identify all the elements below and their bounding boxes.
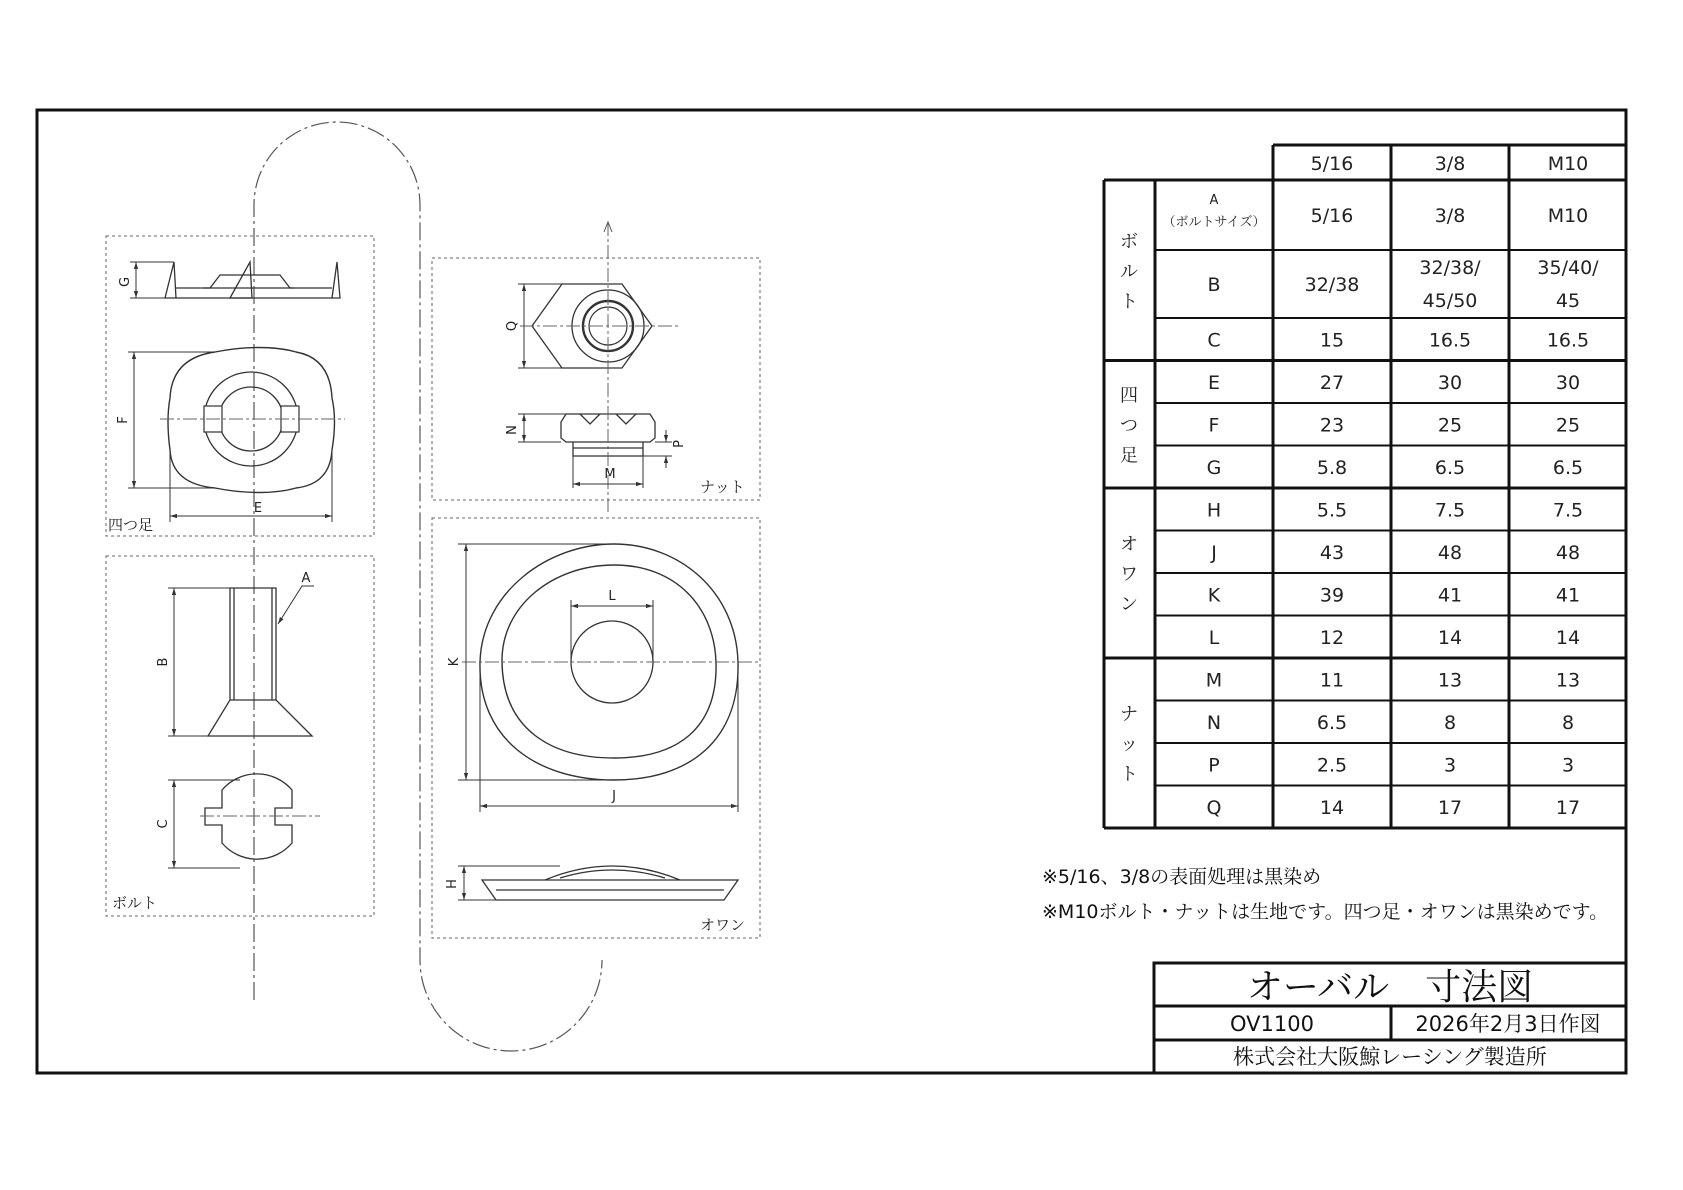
drawing-title: オーバル 寸法図 [1246,967,1534,1008]
cell-A-2: 3/8 [1434,205,1466,227]
yotsuashi-dimensions [128,262,332,522]
cell-N-1: 6.5 [1316,711,1348,734]
yotsuashi-outline [168,348,335,493]
owan-side-profile [482,866,738,900]
dim-label-g: G [118,276,133,288]
cell-L-2: 14 [1437,626,1463,649]
cell-K-2: 41 [1437,584,1463,607]
cell-B-3: 45 [1555,290,1581,312]
group-label-2: 足 [1120,445,1138,467]
yotsuashi-side-profile [165,262,340,298]
note-material: ※M10ボルト・ナットは生地です。四つ足・オワンは黒染めです。 [1042,901,1609,923]
group-label-1: ル [1120,261,1138,283]
row-key-A: A [1209,193,1219,208]
view-label-nut: ナット [700,478,745,496]
nut-view-frame [432,258,760,500]
note-surface-treatment: ※5/16、3/8の表面処理は黒染め [1042,866,1322,888]
row-key-J: J [1211,541,1217,564]
column-header-1: 5/16 [1310,153,1354,175]
owan-view [432,518,760,938]
cell-M-2: 13 [1437,669,1463,692]
dim-label-c: C [156,819,171,829]
dim-label-n: N [505,425,520,435]
cell-K-3: 41 [1555,584,1581,607]
dim-label-l: L [608,589,616,604]
cell-B-1: 32/38 [1304,274,1360,296]
cell-Q-3: 17 [1555,796,1581,819]
dim-label-b: B [156,657,171,667]
dim-label-a: A [301,571,311,586]
row-key-C: C [1207,329,1221,352]
group-label-3: オ [1120,534,1138,555]
dim-label-m: M [604,467,616,482]
row-key-M: M [1205,669,1223,692]
view-label-bolt: ボルト [112,894,158,912]
cell-E-2: 30 [1437,371,1463,394]
row-key-E: E [1207,371,1221,394]
cell-J-3: 48 [1555,541,1581,564]
group-label-3: ワ [1120,564,1138,585]
dim-label-q: Q [505,320,520,332]
row-key-Q: Q [1206,796,1222,819]
dim-label-h: H [445,879,460,889]
row-key-G: G [1206,456,1222,479]
cell-N-3: 8 [1561,711,1575,734]
cell-L-3: 14 [1555,626,1581,649]
row-key-K: K [1207,584,1221,607]
owan-view-frame [432,518,760,938]
row-key-sub-A: （ボルトサイズ） [1162,215,1266,230]
dimension-table [1104,145,1627,828]
owan-dimensions [458,544,738,900]
yotsuashi-view [106,236,374,536]
cell-J-1: 43 [1319,541,1345,564]
cell-A-3: M10 [1547,205,1589,227]
row-key-N: N [1206,711,1222,734]
cell-C-2: 16.5 [1428,329,1472,352]
cell-C-3: 16.5 [1546,329,1590,352]
cell-F-3: 25 [1555,414,1581,437]
nut-dimensions [518,284,672,488]
bolt-side-profile [208,588,312,736]
dim-label-j: J [612,789,616,804]
group-label-4: ナ [1120,704,1138,725]
cell-B-3: 35/40/ [1537,257,1599,279]
group-label-4: ッ [1120,734,1138,755]
cell-C-1: 15 [1319,329,1345,352]
cell-P-2: 3 [1443,754,1457,777]
group-label-1: ボ [1120,231,1138,253]
cell-H-3: 7.5 [1552,499,1584,522]
cell-Q-1: 14 [1319,796,1345,819]
cell-G-3: 6.5 [1552,456,1584,479]
view-label-owan: オワン [700,916,746,934]
cell-F-2: 25 [1437,414,1463,437]
view-label-yotsuashi: 四つ足 [108,516,154,534]
dim-label-f: F [116,416,131,424]
dim-label-k: K [447,657,462,667]
row-key-P: P [1208,754,1220,777]
nut-view [432,222,760,512]
row-key-L: L [1208,626,1220,649]
cell-H-1: 5.5 [1316,499,1348,522]
bolt-head-outline [142,771,290,861]
cell-K-1: 39 [1319,584,1345,607]
cell-M-1: 11 [1319,669,1345,692]
group-label-1: ト [1120,291,1138,313]
group-label-2: つ [1120,415,1138,437]
group-label-2: 四 [1120,385,1138,407]
row-key-H: H [1206,499,1222,522]
cell-G-2: 6.5 [1434,456,1466,479]
cell-E-3: 30 [1555,371,1581,394]
group-label-3: ン [1120,594,1138,615]
dim-label-e: E [253,501,263,516]
column-header-2: 3/8 [1434,153,1466,175]
cell-E-1: 27 [1319,371,1345,394]
cell-G-1: 5.8 [1316,456,1348,479]
cell-P-3: 3 [1561,754,1575,777]
part-number: OV1100 [1230,1012,1314,1036]
cell-B-2: 32/38/ [1419,257,1481,279]
group-label-4: ト [1120,764,1138,785]
cell-L-1: 12 [1319,626,1345,649]
company-name: 株式会社大阪鯨レーシング製造所 [1233,1045,1547,1069]
dim-label-p: P [672,440,687,448]
cell-P-1: 2.5 [1316,754,1348,777]
cell-J-2: 48 [1437,541,1463,564]
drawing-date: 2026年2月3日作図 [1415,1012,1601,1036]
column-header-3: M10 [1547,153,1589,175]
yotsuashi-ring-inner [219,387,283,451]
row-key-F: F [1208,414,1220,437]
cell-Q-2: 17 [1437,796,1463,819]
cell-H-2: 7.5 [1434,499,1466,522]
row-key-B: B [1207,274,1221,296]
cell-M-3: 13 [1555,669,1581,692]
cell-B-2: 45/50 [1422,290,1478,312]
bolt-view [106,556,374,916]
cell-F-1: 23 [1319,414,1345,437]
cell-N-2: 8 [1443,711,1457,734]
cell-A-1: 5/16 [1310,205,1354,227]
